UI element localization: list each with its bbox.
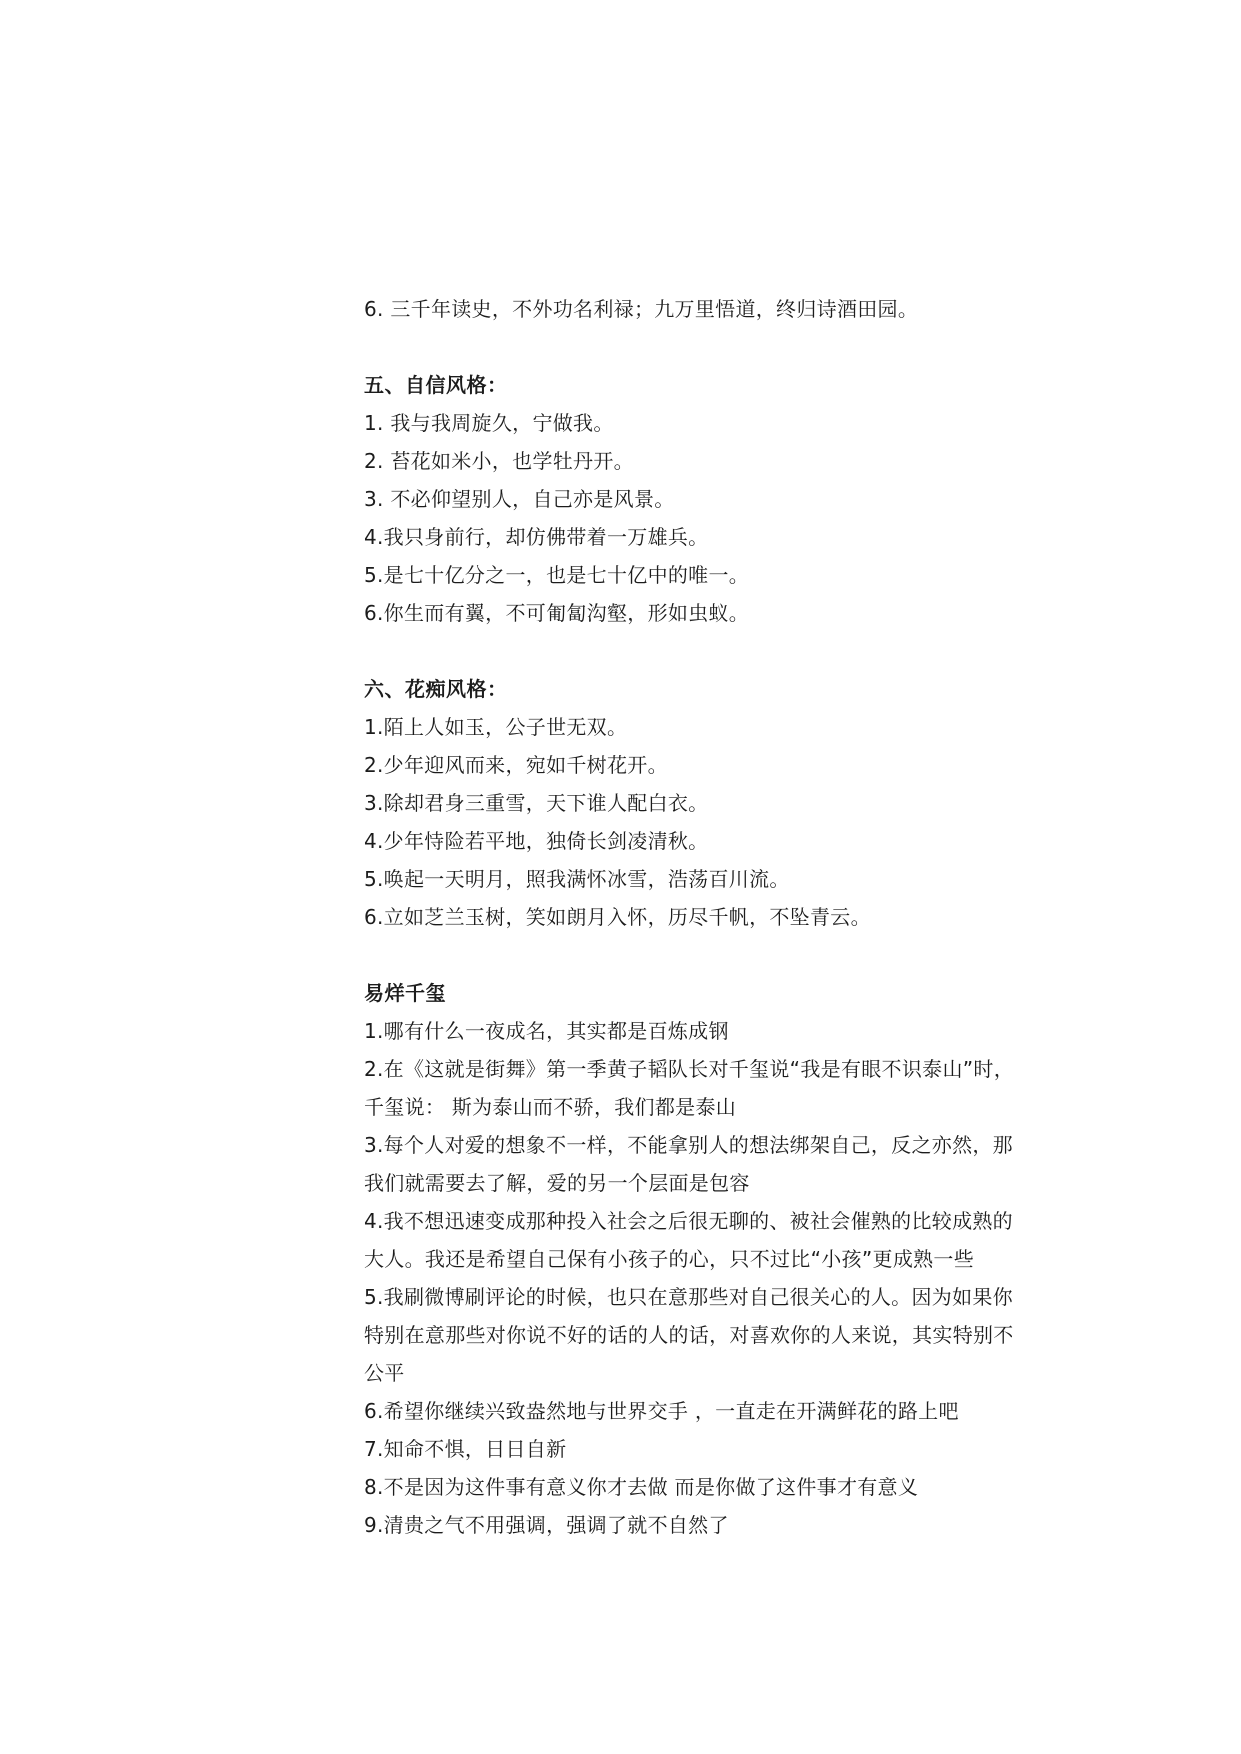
list-item: 5.唤起一天明月，照我满怀冰雪，浩荡百川流。	[364, 867, 790, 891]
quote-line: 千玺说： 斯为泰山而不骄，我们都是泰山	[364, 1095, 737, 1119]
quote-line: 2.在《这就是街舞》第一季黄子韬队长对千玺说“我是有眼不识泰山”时，	[364, 1057, 1015, 1081]
section-crush	[364, 670, 1104, 936]
section-heading: 易烊千玺	[364, 981, 446, 1005]
list-item: 1.陌上人如玉，公子世无双。	[364, 715, 628, 739]
quote-line: 公平	[364, 1361, 405, 1385]
quote-line: 1.哪有什么一夜成名，其实都是百炼成钢	[364, 1019, 729, 1043]
list-item: 5.是七十亿分之一，也是七十亿中的唯一。	[364, 563, 750, 587]
quote-line: 我们就需要去了解，爱的另一个层面是包容	[364, 1171, 750, 1195]
list-item: 4.我只身前行，却仿佛带着一万雄兵。	[364, 525, 709, 549]
quote-line: 4.我不想迅速变成那种投入社会之后很无聊的、被社会催熟的比较成熟的	[364, 1209, 1013, 1233]
section-heading: 六、花痴风格：	[364, 677, 508, 701]
quote-line: 特别在意那些对你说不好的话的人的话，对喜欢你的人来说，其实特别不	[364, 1323, 1014, 1347]
intro-line: 6. 三千年读史，不外功名利禄；九万里悟道，终归诗酒田园。	[364, 297, 919, 321]
list-item: 4.少年恃险若平地，独倚长剑凌清秋。	[364, 829, 709, 853]
section-spacer	[364, 632, 1104, 670]
section-spacer	[364, 936, 1104, 974]
section-confidence	[364, 366, 1104, 632]
list-item: 3. 不必仰望别人，自己亦是风景。	[364, 487, 675, 511]
list-item: 6.立如芝兰玉树，笑如朗月入怀，历尽千帆，不坠青云。	[364, 905, 871, 929]
list-item: 6.你生而有翼，不可匍匐沟壑，形如虫蚁。	[364, 601, 750, 625]
section-heading: 五、自信风格：	[364, 373, 508, 397]
list-item: 2. 苔花如米小，也学牡丹开。	[364, 449, 634, 473]
list-item: 3.除却君身三重雪，天下谁人配白衣。	[364, 791, 709, 815]
quote-line: 9.清贵之气不用强调，强调了就不自然了	[364, 1513, 729, 1537]
section-spacer	[364, 328, 1104, 366]
list-item: 2.少年迎风而来，宛如千树花开。	[364, 753, 668, 777]
section-yyqx	[364, 974, 1104, 1544]
quote-line: 8.不是因为这件事有意义你才去做 而是你做了这件事才有意义	[364, 1475, 919, 1499]
quote-line: 5.我刷微博刷评论的时候，也只在意那些对自己很关心的人。因为如果你	[364, 1285, 1013, 1309]
quote-line: 3.每个人对爱的想象不一样，不能拿别人的想法绑架自己，反之亦然，那	[364, 1133, 1013, 1157]
quote-line: 大人。我还是希望自己保有小孩子的心，只不过比“小孩”更成熟一些	[364, 1247, 975, 1271]
document-content	[364, 290, 1104, 1544]
quote-line: 7.知命不惧，日日自新	[364, 1437, 567, 1461]
list-item: 1. 我与我周旋久，宁做我。	[364, 411, 614, 435]
quote-line: 6.希望你继续兴致盎然地与世界交手 ，一直走在开满鲜花的路上吧	[364, 1399, 959, 1423]
